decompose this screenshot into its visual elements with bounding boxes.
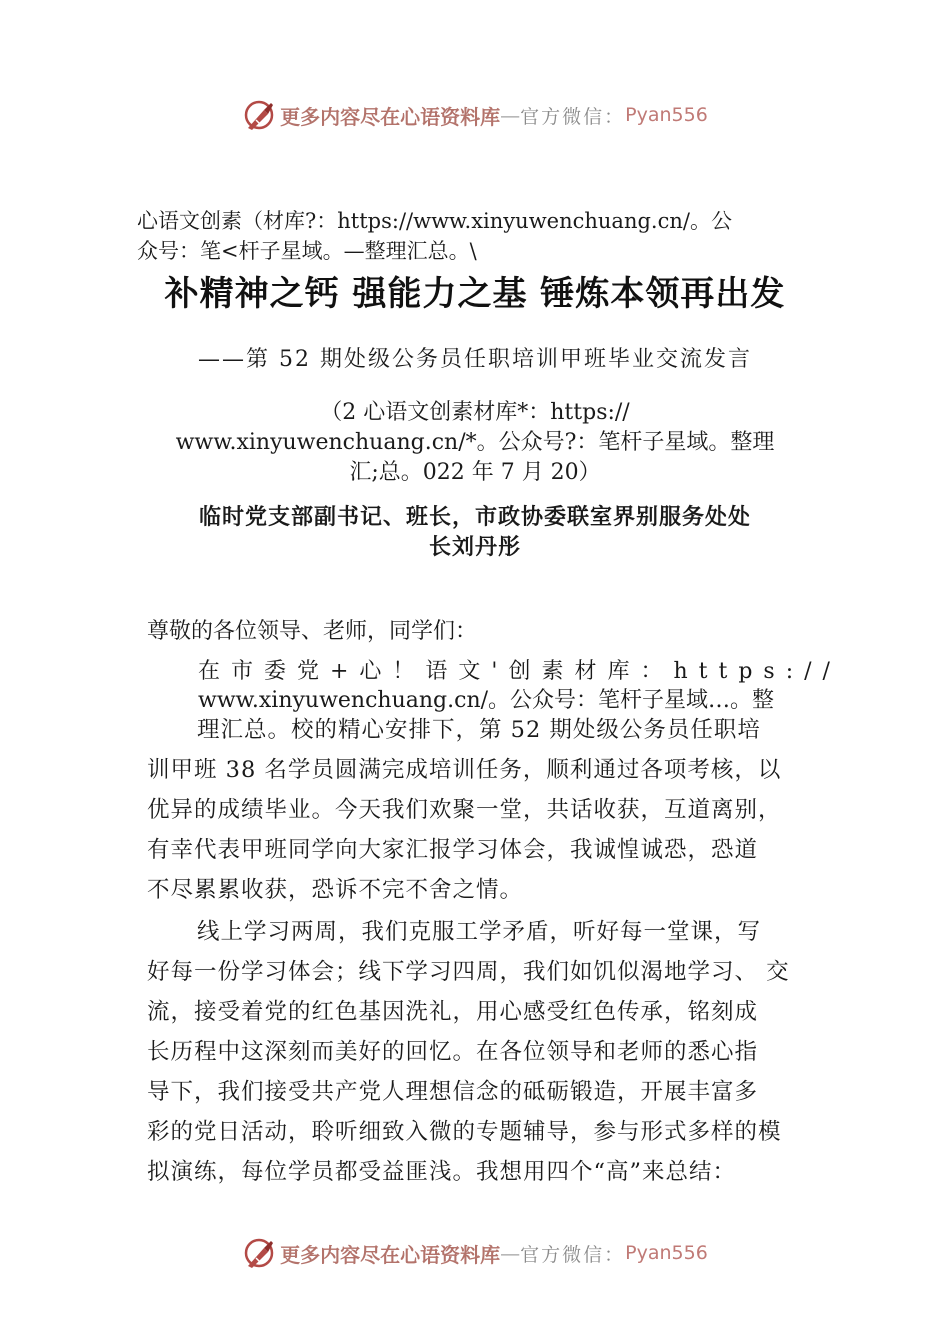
watermark-dash: — (500, 103, 521, 127)
paragraph-line: 理汇总。校的精心安排下，第 52 期处级公务员任职培 (197, 717, 761, 743)
author-line: 长刘丹彤 (428, 534, 521, 560)
paragraph-line: 导下，我们接受共产党人理想信念的砥砺锻造，开展丰富多 (147, 1079, 759, 1105)
paragraph-line: 不尽累累收获，恐诉不完不舍之情。 (147, 877, 524, 903)
source-note-2-line: （2 心语文创素材库*：https:// (320, 400, 630, 425)
watermark-account: Pyan556 (625, 104, 708, 126)
body-paragraph-2 (147, 912, 790, 1192)
pen-logo-icon (242, 1236, 276, 1270)
paragraph-line: 优异的成绩毕业。今天我们欢聚一堂，共话收获，互道离别， (147, 797, 782, 823)
pen-logo-icon (242, 98, 276, 132)
source-note-2-line: 汇;总。022 年 7 月 20） (349, 460, 601, 485)
paragraph-line: 长历程中这深刻而美好的回忆。在各位领导和老师的悉心指 (147, 1039, 759, 1065)
watermark-footer (0, 1233, 950, 1273)
source-note-3-line: 在市委党+心！语文'创素材库：https:// (198, 659, 841, 684)
watermark-account: Pyan556 (625, 1242, 708, 1264)
document-subtitle: ——第 52 期处级公务员任职培训甲班毕业交流发言 (198, 347, 752, 372)
source-note-3 (198, 657, 841, 715)
source-note-1 (137, 206, 732, 266)
paragraph-line: 流，接受着党的红色基因洗礼，用心感受红色传承，铭刻成 (147, 999, 759, 1025)
watermark-title: 更多内容尽在心语资料库 (280, 1242, 501, 1267)
paragraph-line: 训甲班 38 名学员圆满完成培训任务，顺利通过各项考核，以 (147, 757, 782, 783)
source-note-2-line: www.xinyuwenchuang.cn/*。公众号?：笔杆子星域。整理 (175, 430, 775, 455)
source-note-3-line: www.xinyuwenchuang.cn/。公众号：笔杆子星域…。整 (198, 688, 775, 713)
watermark-header (0, 95, 950, 135)
watermark-label: 官方微信： (520, 105, 626, 128)
author-line: 临时党支部副书记、班长，市政协委联室界别服务处处 (198, 504, 751, 530)
body-paragraph-1 (147, 710, 782, 910)
source-note-1-line: 众号：笔<杆子星域。—整理汇总。\ (137, 239, 477, 263)
paragraph-line: 有幸代表甲班同学向大家汇报学习体会，我诚惶诚恐，恐道 (147, 837, 759, 863)
watermark-dash: — (500, 1241, 521, 1265)
paragraph-line: 拟演练，每位学员都受益匪浅。我想用四个“高”来总结： (147, 1159, 737, 1185)
author-info (0, 502, 950, 562)
document-title: 补精神之钙 强能力之基 锤炼本领再出发 (164, 274, 786, 314)
source-note-1-line: 心语文创素（材库?：https://www.xinyuwenchuang.cn/。公 (137, 209, 732, 233)
watermark-label: 官方微信： (520, 1243, 626, 1266)
paragraph-line: 好每一份学习体会；线下学习四周，我们如饥似渴地学习、 交 (147, 959, 790, 985)
paragraph-line: 彩的党日活动，聆听细致入微的专题辅导，参与形式多样的模 (147, 1119, 782, 1145)
paragraph-line: 线上学习两周，我们克服工学矛盾，听好每一堂课，写 (197, 919, 762, 945)
watermark-title: 更多内容尽在心语资料库 (280, 104, 501, 129)
source-note-2 (0, 398, 950, 488)
greeting: 尊敬的各位领导、老师，同学们： (147, 619, 478, 644)
